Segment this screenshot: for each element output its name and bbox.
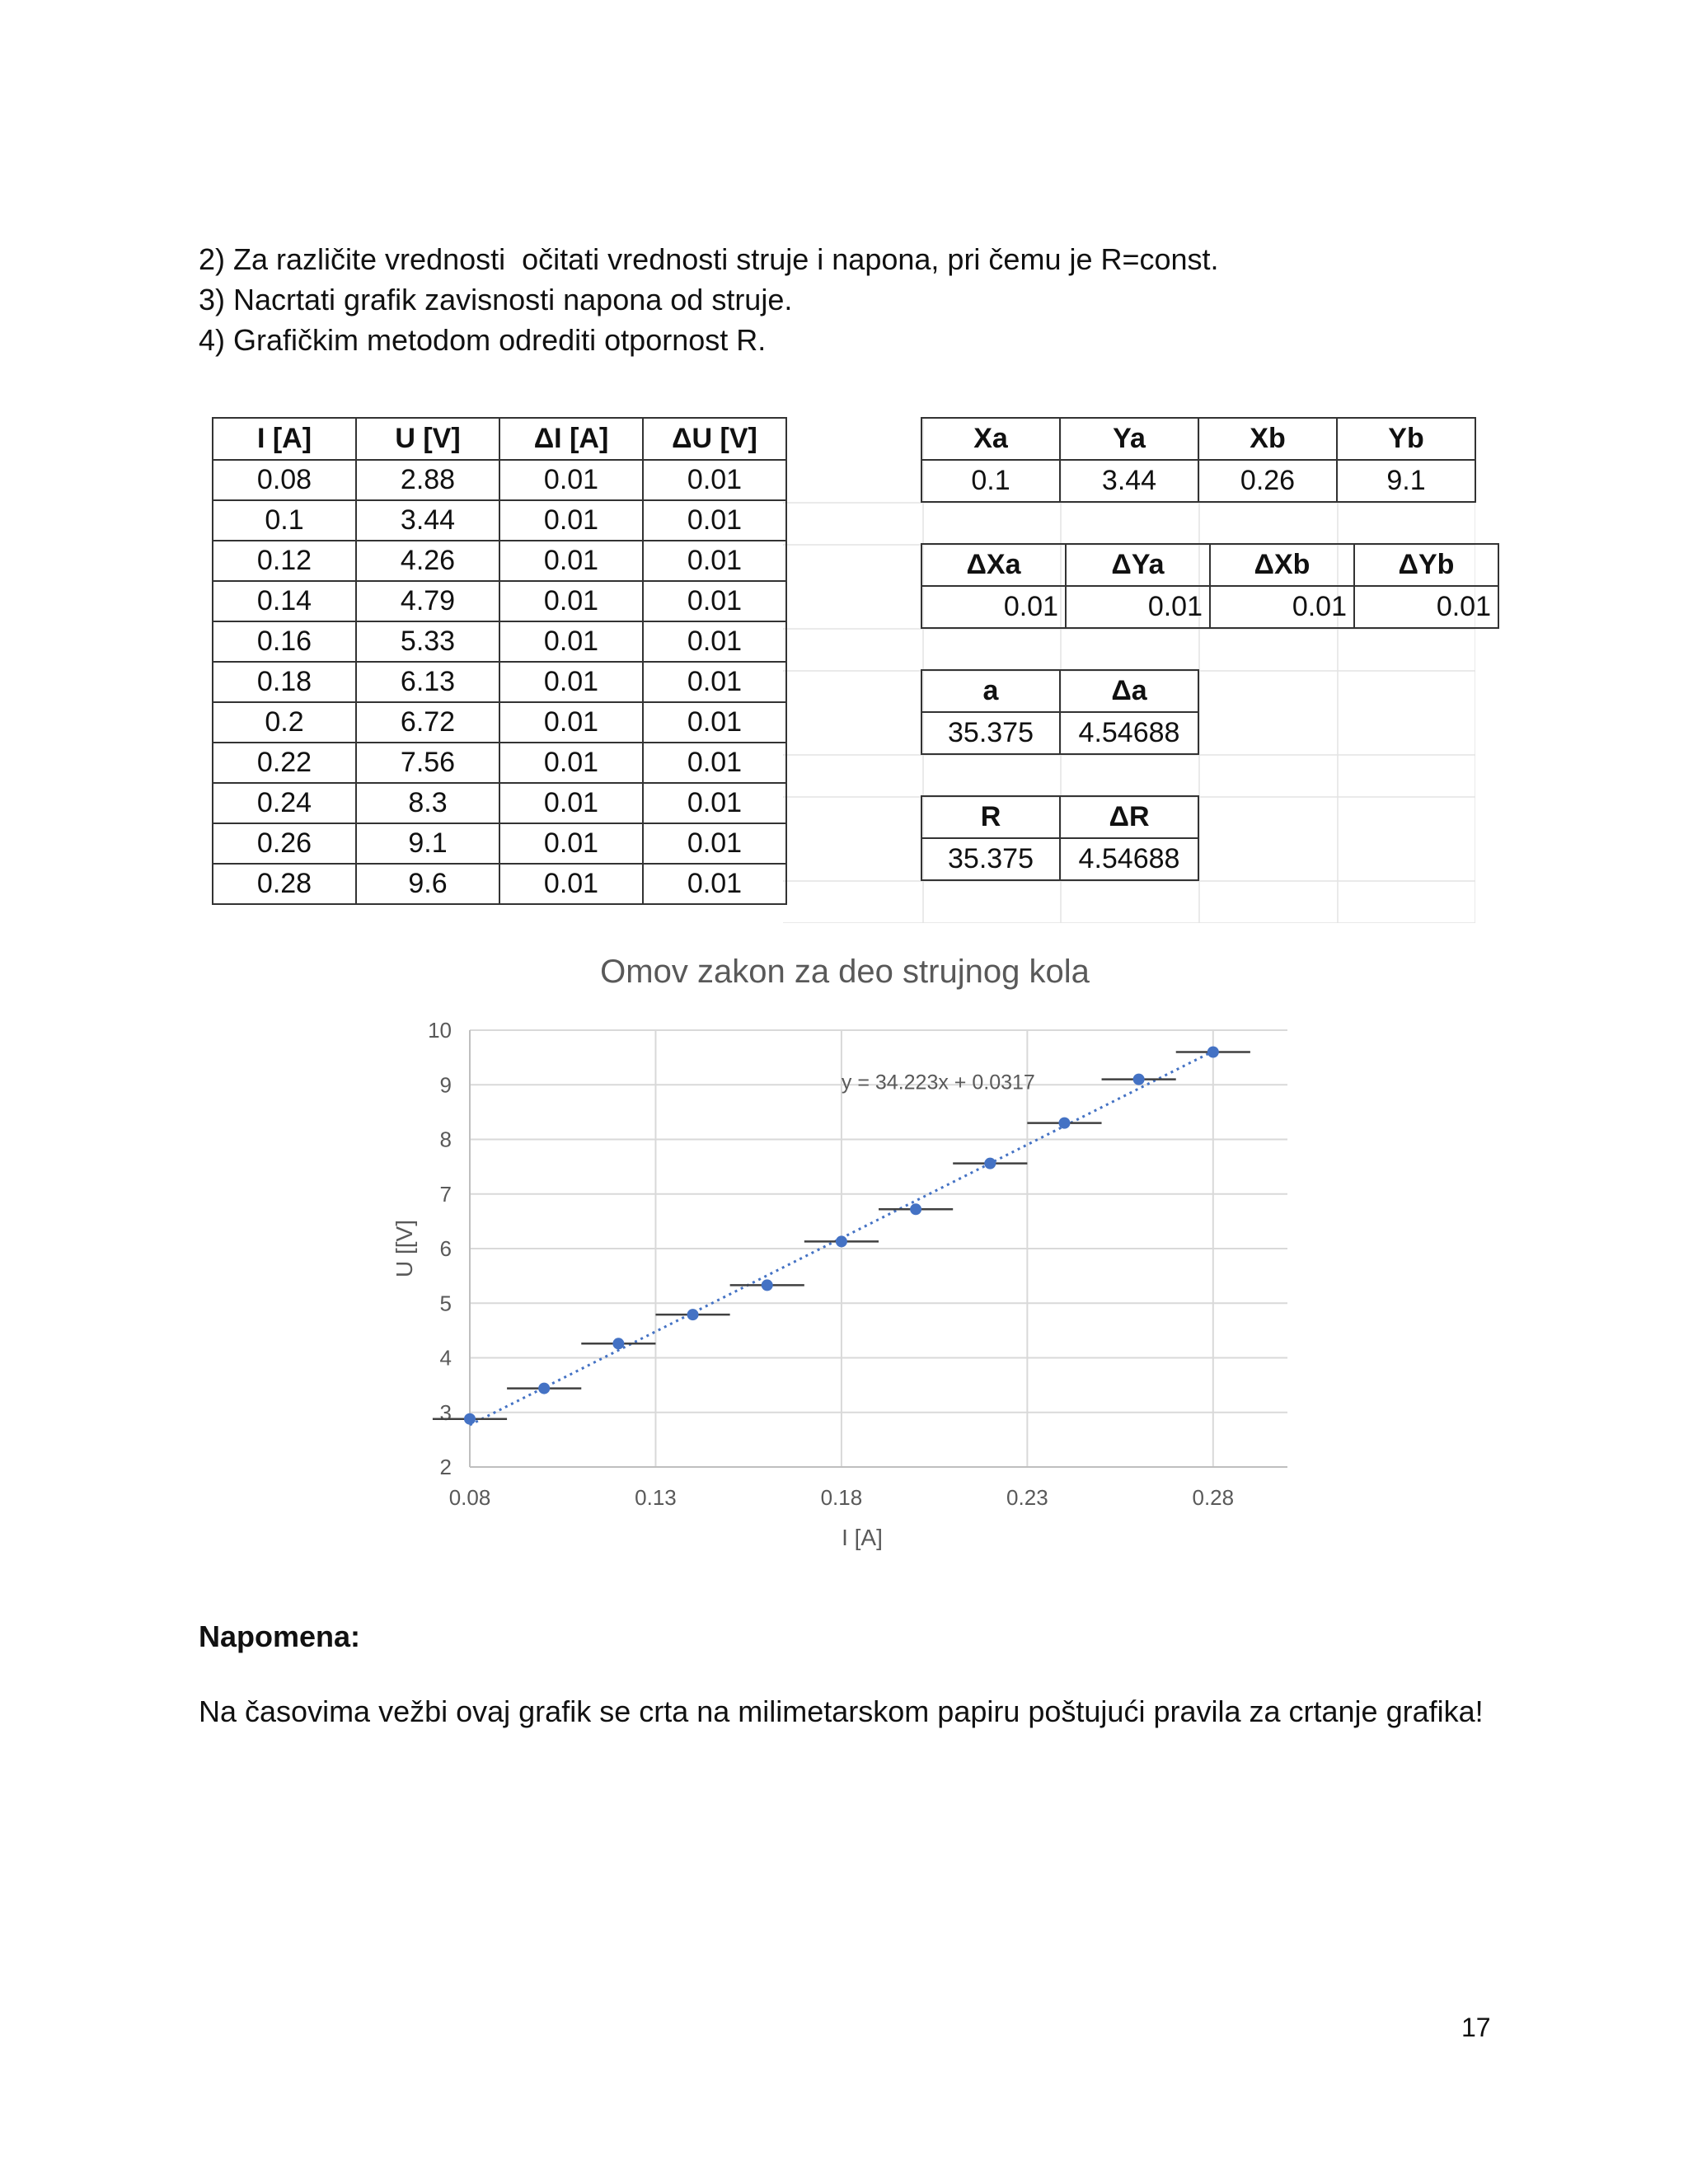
data-point [687, 1309, 699, 1320]
cell-voltage: 5.33 [356, 621, 499, 662]
value-xb: 0.26 [1198, 460, 1337, 502]
cell-voltage-error: 0.01 [643, 743, 786, 783]
table-row [213, 783, 786, 823]
step-2: 2) Za različite vrednosti očitati vrednosti struje i napona, pri čemu je R=const. [199, 242, 1219, 276]
table-header-row [213, 418, 786, 460]
data-point [1207, 1047, 1219, 1058]
header-current-error: ΔI [A] [499, 418, 643, 460]
x-axis-label: I [A] [842, 1525, 883, 1550]
table-row [213, 823, 786, 864]
table-row [213, 541, 786, 581]
cell-current: 0.26 [213, 823, 356, 864]
table-row [213, 621, 786, 662]
cell-voltage-error: 0.01 [643, 662, 786, 702]
cell-current-error: 0.01 [499, 823, 643, 864]
cell-current-error: 0.01 [499, 500, 643, 541]
header-a: a [921, 670, 1060, 712]
header-voltage-error: ΔU [V] [643, 418, 786, 460]
header-xb: Xb [1198, 418, 1337, 460]
table-row [213, 500, 786, 541]
cell-voltage: 6.72 [356, 702, 499, 743]
y-tick-label: 8 [439, 1127, 452, 1152]
cell-voltage-error: 0.01 [643, 500, 786, 541]
measurement-table [212, 417, 787, 905]
y-tick-label: 3 [439, 1399, 452, 1425]
note-heading: Napomena: [199, 1619, 361, 1653]
note-body: Na časovima vežbi ovaj grafik se crta na milimetarskom papiru poštujući pravila za crtanje grafika! [199, 1694, 1484, 1728]
ohm-law-chart [206, 944, 1484, 1570]
cell-current: 0.2 [213, 702, 356, 743]
y-tick-label: 4 [439, 1345, 452, 1371]
header-yb: Yb [1337, 418, 1475, 460]
value-ya: 3.44 [1060, 460, 1198, 502]
trendline-equation: y = 34.223x + 0.0317 [841, 1071, 1035, 1094]
table-row [213, 581, 786, 621]
cell-current: 0.24 [213, 783, 356, 823]
points-table [921, 417, 1476, 503]
cell-current: 0.1 [213, 500, 356, 541]
value-dyb: 0.01 [1354, 586, 1498, 628]
cell-current-error: 0.01 [499, 621, 643, 662]
cell-current-error: 0.01 [499, 581, 643, 621]
chart-title: Omov zakon za deo strujnog kola [600, 954, 1090, 990]
value-r: 35.375 [921, 838, 1060, 880]
cell-voltage: 6.13 [356, 662, 499, 702]
cell-voltage: 9.6 [356, 864, 499, 904]
cell-current: 0.14 [213, 581, 356, 621]
x-tick-label: 0.13 [635, 1485, 677, 1510]
cell-current: 0.22 [213, 743, 356, 783]
cell-current-error: 0.01 [499, 864, 643, 904]
header-r: R [921, 796, 1060, 838]
cell-voltage-error: 0.01 [643, 702, 786, 743]
header-delta-a: Δa [1060, 670, 1198, 712]
table-row [213, 743, 786, 783]
value-dya: 0.01 [1066, 586, 1210, 628]
cell-voltage-error: 0.01 [643, 581, 786, 621]
cell-current-error: 0.01 [499, 743, 643, 783]
y-axis-label: U [[V] [392, 1219, 417, 1278]
instruction-steps [199, 239, 1219, 360]
table-row [213, 864, 786, 904]
cell-current: 0.18 [213, 662, 356, 702]
cell-voltage: 4.79 [356, 581, 499, 621]
y-tick-label: 2 [439, 1455, 452, 1479]
x-tick-label: 0.23 [1006, 1485, 1048, 1510]
cell-voltage: 2.88 [356, 460, 499, 500]
measurement-table-body [213, 460, 786, 904]
x-tick-label: 0.28 [1192, 1485, 1235, 1510]
data-point [612, 1338, 624, 1349]
step-4: 4) Grafičkim metodom odrediti otpornost R. [199, 323, 767, 357]
cell-current: 0.12 [213, 541, 356, 581]
value-a: 35.375 [921, 712, 1060, 754]
value-yb: 9.1 [1337, 460, 1475, 502]
header-current: I [A] [213, 418, 356, 460]
cell-current-error: 0.01 [499, 541, 643, 581]
cell-voltage: 3.44 [356, 500, 499, 541]
cell-voltage-error: 0.01 [643, 541, 786, 581]
cell-current: 0.08 [213, 460, 356, 500]
resistance-table [921, 795, 1199, 881]
data-point [1133, 1074, 1145, 1085]
cell-voltage-error: 0.01 [643, 460, 786, 500]
data-point [984, 1158, 996, 1169]
header-delta-r: ΔR [1060, 796, 1198, 838]
value-delta-r: 4.54688 [1060, 838, 1198, 880]
data-point [1058, 1118, 1070, 1129]
cell-voltage: 8.3 [356, 783, 499, 823]
chart-plot [206, 944, 1484, 1570]
value-dxb: 0.01 [1210, 586, 1354, 628]
header-xa: Xa [921, 418, 1060, 460]
header-dxa: ΔXa [921, 544, 1066, 586]
cell-voltage-error: 0.01 [643, 783, 786, 823]
table-row [213, 460, 786, 500]
page-number: 17 [1461, 2013, 1491, 2042]
y-tick-label: 7 [439, 1181, 452, 1207]
step-3: 3) Nacrtati grafik zavisnosti napona od struje. [199, 283, 793, 316]
errors-table [921, 543, 1499, 629]
header-dyb: ΔYb [1354, 544, 1498, 586]
cell-current-error: 0.01 [499, 662, 643, 702]
value-delta-a: 4.54688 [1060, 712, 1198, 754]
data-point [836, 1235, 847, 1247]
header-dya: ΔYa [1066, 544, 1210, 586]
cell-voltage: 7.56 [356, 743, 499, 783]
y-tick-label: 6 [439, 1236, 452, 1261]
table-row [213, 702, 786, 743]
cell-current: 0.16 [213, 621, 356, 662]
cell-voltage-error: 0.01 [643, 621, 786, 662]
header-dxb: ΔXb [1210, 544, 1354, 586]
cell-voltage-error: 0.01 [643, 864, 786, 904]
x-tick-label: 0.18 [820, 1485, 863, 1510]
y-tick-label: 9 [439, 1072, 452, 1098]
y-tick-label: 10 [428, 1018, 452, 1043]
table-row [213, 662, 786, 702]
data-point [464, 1413, 476, 1425]
cell-current-error: 0.01 [499, 702, 643, 743]
slope-table [921, 669, 1199, 755]
cell-voltage-error: 0.01 [643, 823, 786, 864]
cell-current-error: 0.01 [499, 783, 643, 823]
cell-current: 0.28 [213, 864, 356, 904]
y-tick-label: 5 [439, 1291, 452, 1316]
cell-current-error: 0.01 [499, 460, 643, 500]
value-dxa: 0.01 [921, 586, 1066, 628]
cell-voltage: 4.26 [356, 541, 499, 581]
header-voltage: U [V] [356, 418, 499, 460]
data-point [538, 1383, 550, 1394]
data-point [762, 1279, 773, 1291]
x-tick-label: 0.08 [448, 1485, 491, 1510]
header-ya: Ya [1060, 418, 1198, 460]
data-point [910, 1203, 921, 1215]
value-xa: 0.1 [921, 460, 1060, 502]
cell-voltage: 9.1 [356, 823, 499, 864]
